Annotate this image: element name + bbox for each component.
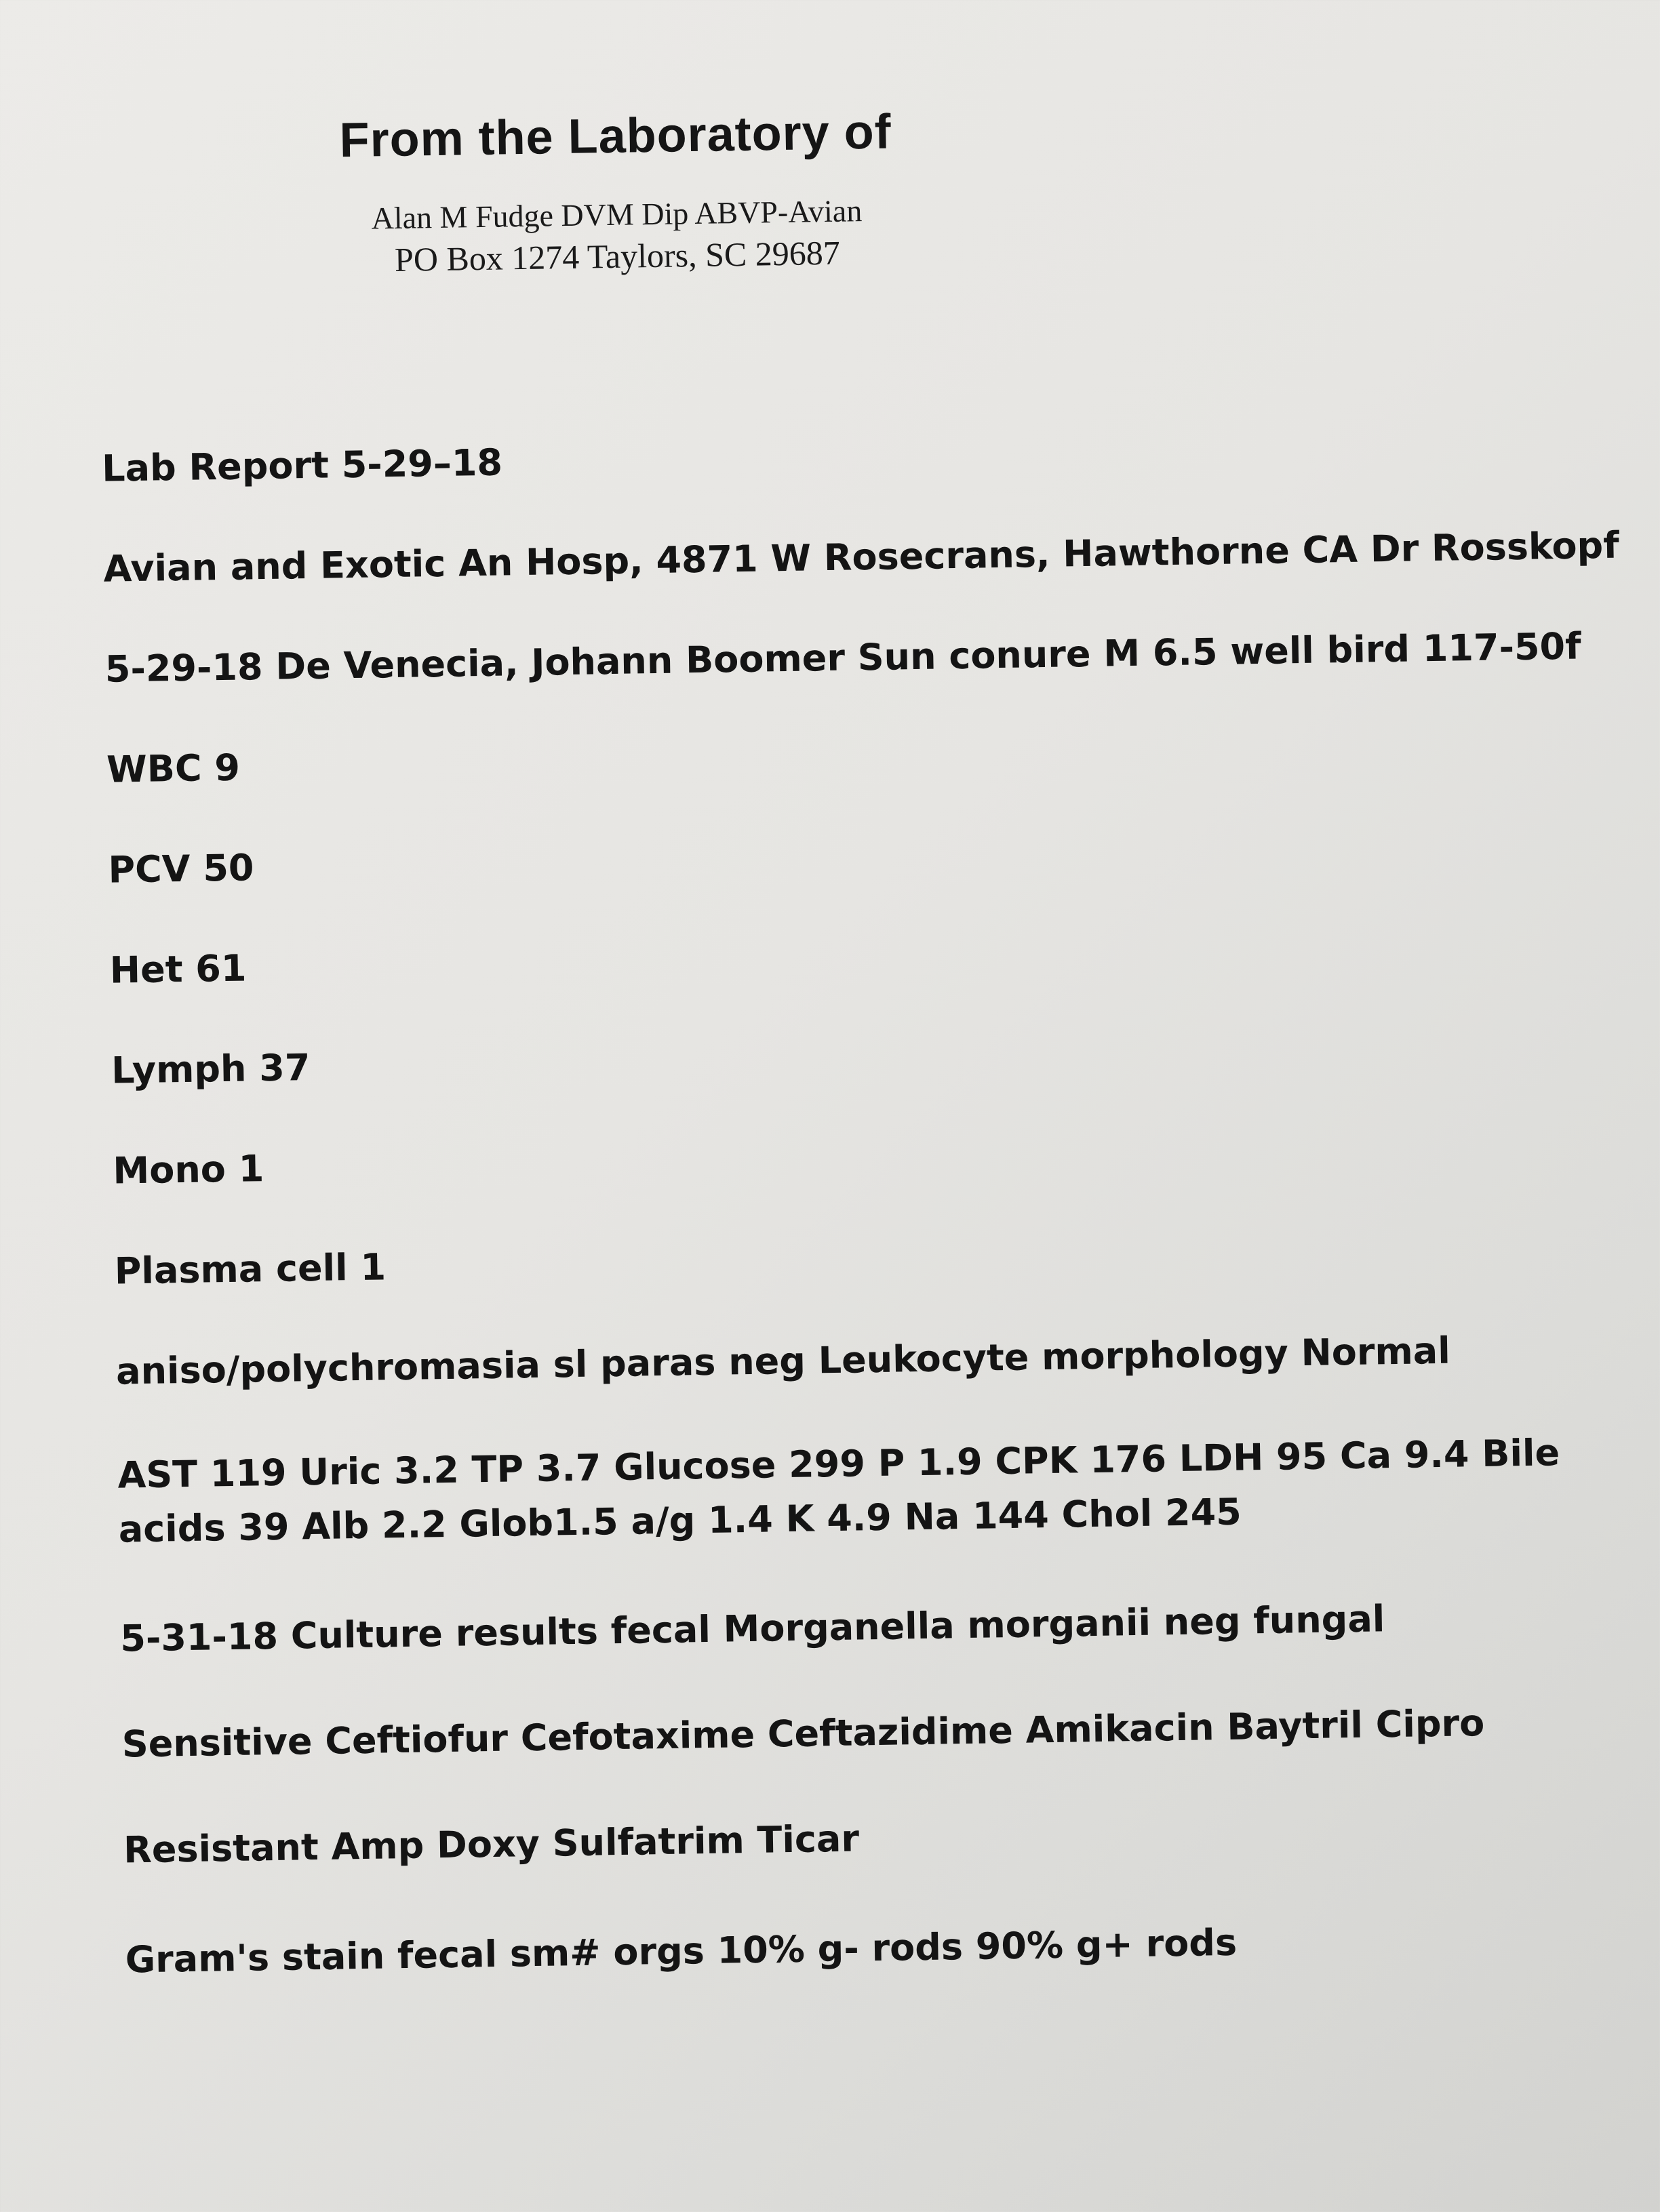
- report-mono: Mono 1: [113, 1147, 264, 1192]
- letterhead: [0, 98, 1245, 285]
- report-hospital: Avian and Exotic An Hosp, 4871 W Rosecrans, Hawthorne CA Dr Rosskopf: [103, 523, 1620, 590]
- letterhead-doctor: Alan M Fudge DVM Dip ABVP-Avian: [371, 193, 863, 236]
- letterhead-title: From the Laboratory of: [339, 104, 892, 168]
- letterhead-address: PO Box 1274 Taylors, SC 29687: [394, 233, 841, 279]
- report-plasma-cell: Plasma cell 1: [114, 1245, 387, 1293]
- report-het: Het 61: [109, 946, 247, 992]
- report-chemistry: AST 119 Uric 3.2 TP 3.7 Glucose 299 P 1.9 CPK 176 LDH 95 Ca 9.4 Bile acids 39 Alb 2.2 Glob1.5 a/g 1.4 K 4.9 Na 144 Chol 245: [117, 1431, 1560, 1551]
- report-resistant: Resistant Amp Doxy Sulfatrim Ticar: [123, 1817, 860, 1872]
- report-lymph: Lymph 37: [111, 1046, 311, 1092]
- report-pcv: PCV 50: [108, 846, 254, 891]
- report-wbc: WBC 9: [106, 746, 241, 791]
- report-body: [102, 422, 1638, 1984]
- report-culture: 5-31-18 Culture results fecal Morganella morganii neg fungal: [119, 1597, 1385, 1660]
- report-patient: 5-29-18 De Venecia, Johann Boomer Sun conure M 6.5 well bird 117-50f: [104, 624, 1582, 691]
- report-title: Lab Report 5-29–18: [101, 441, 503, 490]
- report-morphology: aniso/polychromasia sl paras neg Leukocyte morphology Normal: [115, 1329, 1451, 1393]
- report-gram-stain: Gram's stain fecal sm# orgs 10% g- rods 90% g+ rods: [125, 1921, 1238, 1982]
- report-sensitive: Sensitive Ceftiofur Cefotaxime Ceftazidime Amikacin Baytril Cipro: [121, 1701, 1485, 1766]
